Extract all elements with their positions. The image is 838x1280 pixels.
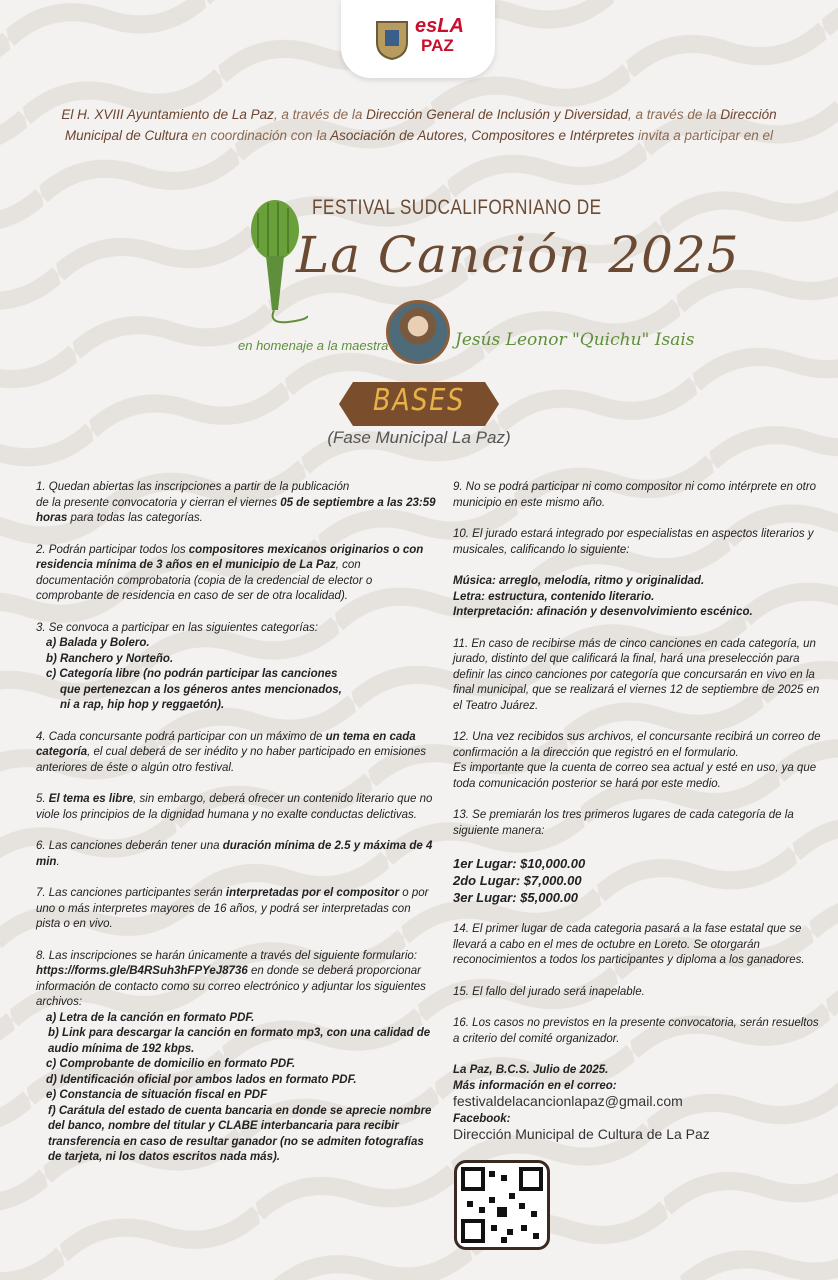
- criteria-list: [453, 574, 823, 621]
- rule-6: [36, 839, 436, 870]
- rule-text: de la presente convocatoria y cierran el viernes: [36, 496, 281, 509]
- rule-16: 16. Los casos no previstos en la presente convocatoria, serán resueltos a criterio del comité organizador.: [453, 1017, 819, 1045]
- intro-org: El H. XVIII Ayuntamiento de La Paz: [61, 107, 274, 122]
- festival-title: La Canción 2025: [296, 226, 740, 284]
- brand-logo: [415, 16, 464, 56]
- rule-5: [36, 792, 436, 823]
- rules-right-column: [453, 480, 823, 1161]
- honoree-photo: [386, 300, 450, 364]
- intro-text: [60, 104, 778, 146]
- rule-12: [453, 730, 823, 792]
- rule-text: , sin embargo, deberá ofrecer un contenido literario que no viole los principios de la dignidad humana y no exalte conductas delictivas.: [36, 793, 433, 821]
- rule-text: para todas las categorías.: [67, 512, 203, 524]
- crest-icon: [373, 18, 411, 60]
- festival-subtitle: FESTIVAL SUDCALIFORNIANO DE: [312, 196, 602, 219]
- rule-10: 10. El jurado estará integrado por especialistas en aspectos literarios y musicales, calificando lo siguiente:: [453, 528, 814, 556]
- rule-text: 3. Se convoca a participar en las siguientes categorías:: [36, 621, 318, 634]
- rule-text: .: [56, 855, 60, 868]
- rule-13: 13. Se premiarán los tres primeros lugares de cada categoría de la siguiente manera:: [453, 809, 794, 837]
- logo-header: [341, 0, 495, 78]
- honoree-name: Jesús Leonor "Quichu" Isais: [455, 330, 695, 350]
- tribute-label: en homenaje a la maestra: [238, 338, 389, 353]
- rule-text: 5.: [36, 793, 49, 805]
- qr-code-icon: [457, 1163, 547, 1247]
- rule-emphasis: duración mínima de 2.5 y máxima de 4 min: [36, 840, 433, 868]
- rule-text: 7. Las canciones participantes serán: [36, 887, 226, 899]
- requirement-item: a) Letra de la canción en formato PDF.: [46, 1011, 255, 1024]
- contact-email[interactable]: festivaldelacancionlapaz@gmail.com: [453, 1093, 683, 1109]
- criteria-item: Interpretación: afinación y desenvolvimiento escénico.: [453, 606, 753, 618]
- intro-part: invita a participar en el: [634, 128, 774, 143]
- date-line: La Paz, B.C.S. Julio de 2025.: [453, 1064, 609, 1076]
- category-c-detail: ni a rap, hip hop y reggaetón).: [60, 699, 225, 711]
- criteria-item: Letra: estructura, contenido literario.: [453, 590, 655, 603]
- rule-emphasis: 05 de septiembre a las 23:59 horas: [36, 496, 436, 524]
- rule-emphasis: compositores mexicanos originarios o con residencia mínima de 3 años en el municipio de La Paz: [36, 543, 424, 571]
- rule-text: , con documentación comprobatoria (copia de la credencial de elector o comprobante de residencia en caso de ser de otra localidad).: [36, 559, 373, 602]
- rule-emphasis: El tema es libre: [48, 793, 134, 805]
- more-info-label: Más información en el correo:: [453, 1079, 617, 1092]
- prize-list: [453, 855, 823, 906]
- rules-left-column: [36, 480, 436, 1166]
- category-a: a) Balada y Bolero.: [46, 637, 150, 649]
- category-c: c) Categoría libre (no podrán participar las canciones: [46, 668, 338, 680]
- qr-code[interactable]: [454, 1160, 550, 1250]
- bases-title: BASES: [373, 383, 465, 418]
- rule-text: Es importante que la cuenta de correo sea actual y esté en uso, ya que toda comunicación posterior se hará por este medio.: [453, 762, 817, 790]
- intro-direction-culture: Dirección Municipal de Cultura: [64, 107, 777, 143]
- brand-top: esLA: [415, 15, 464, 37]
- rule-9: 9. No se podrá participar ni como compositor ni como intérprete en otro municipio en este mismo año.: [453, 481, 817, 509]
- rule-text: 8. Las inscripciones se harán únicamente a través del siguiente formulario:: [36, 949, 417, 962]
- rule-2: [36, 543, 436, 605]
- rule-14: 14. El primer lugar de cada categoria pasará a la fase estatal que se llevará a cabo en el mes de octubre en Loreto. Se otorgarán reconocimientos a todos los participantes y diploma a los ganadores.: [453, 923, 805, 966]
- rule-11: 11. En caso de recibirse más de cinco canciones en cada categoría, un jurado, distinto del que calificará la final, hará una preselección para definir las cinco canciones por categoría que concursarán en vivo en la final municipal, que se realizará el viernes 12 de septiembre de 2025 en el Teatro Juárez.: [453, 637, 820, 712]
- rule-3: [36, 621, 436, 714]
- rule-7: [36, 886, 436, 933]
- rule-text: 6. Las canciones deberán tener una: [36, 840, 223, 852]
- rule-text: 12. Una vez recibidos sus archivos, el concursante recibirá un correo de confirmación a la dirección que registró en el formulario.: [453, 731, 821, 759]
- rule-text: en donde se deberá proporcionar información de contacto como su correo electrónico y adjuntar los siguientes archivos:: [36, 965, 426, 1008]
- prize-item: 3er Lugar: $5,000.00: [453, 890, 579, 905]
- requirement-item: d) Identificación oficial por ambos lados en formato PDF.: [46, 1073, 357, 1086]
- prize-item: 2do Lugar: $7,000.00: [453, 873, 582, 888]
- brand-bottom: PAZ: [421, 36, 454, 55]
- rule-4: [36, 730, 436, 777]
- rule-text: 2. Podrán participar todos los: [36, 543, 189, 556]
- requirement-item: f) Carátula del estado de cuenta bancaria en donde se aprecie nombre del banco, nombre del titular y CLABE interbancaria para recibir transferencia en caso de resultar ganador (no se admiten fotografías de tarjeta, ni los datos escritos nada más).: [48, 1104, 432, 1163]
- requirement-item: c) Comprobante de domicilio en formato PDF.: [46, 1058, 296, 1070]
- intro-direction-inclusion: Dirección General de Inclusión y Diversidad: [366, 107, 629, 122]
- rule-text: 4. Cada concursante podrá participar con un máximo de: [36, 730, 326, 743]
- rule-text: , el cual deberá de ser inédito y no haber participado en emisiones anteriores de éste o algún otro festival.: [36, 746, 426, 774]
- registration-form-link[interactable]: https://forms.gle/B4RSuh3hFPYeJ8736: [36, 965, 248, 977]
- facebook-page[interactable]: Dirección Municipal de Cultura de La Paz: [453, 1126, 710, 1142]
- rule-1: [36, 480, 436, 527]
- requirement-item: b) Link para descargar la canción en formato mp3, con una calidad de audio mínima de 192 kbps.: [48, 1027, 431, 1055]
- rule-text: o por uno o más interpretes mayores de 16 años, y podrá ser interpretadas con pista o en vivo.: [36, 887, 429, 930]
- intro-part: , a través de la: [273, 107, 367, 122]
- rule-15: 15. El fallo del jurado será inapelable.: [453, 985, 645, 998]
- intro-part: en coordinación con la: [187, 128, 331, 143]
- intro-association: Asociación de Autores, Compositores e Intérpretes: [330, 128, 635, 143]
- contact-info: [453, 1063, 823, 1145]
- prize-item: 1er Lugar: $10,000.00: [453, 856, 586, 871]
- bases-subtitle: (Fase Municipal La Paz): [327, 428, 511, 447]
- category-b: b) Ranchero y Norteño.: [46, 652, 174, 665]
- requirement-item: e) Constancia de situación fiscal en PDF: [46, 1089, 268, 1101]
- rule-8: [36, 949, 436, 1166]
- category-c-detail: que pertenezcan a los géneros antes mencionados,: [60, 683, 342, 696]
- criteria-item: Música: arreglo, melodía, ritmo y originalidad.: [453, 575, 705, 587]
- rule-emphasis: interpretadas por el compositor: [225, 887, 400, 899]
- facebook-label: Facebook:: [453, 1112, 511, 1125]
- rule-emphasis: un tema en cada categoría: [36, 730, 416, 758]
- intro-part: , a través de la: [628, 107, 721, 122]
- rule-text: 1. Quedan abiertas las inscripciones a partir de la publicación: [36, 481, 350, 493]
